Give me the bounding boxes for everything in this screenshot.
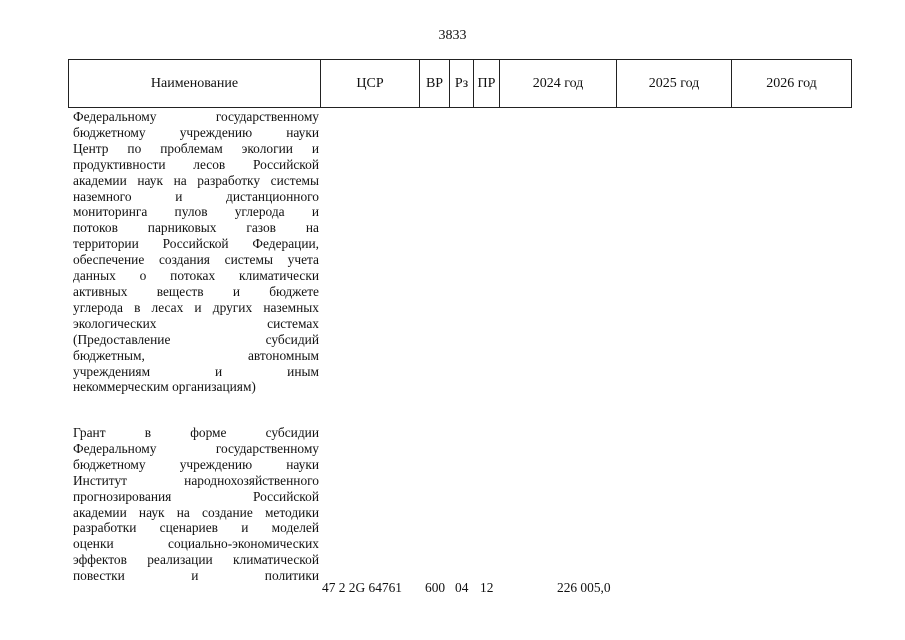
row-2-line: повестки и политики	[73, 568, 319, 584]
header-vr: ВР	[420, 60, 450, 108]
row-1-line: бюджетным, автономным	[73, 347, 319, 363]
row-2-line: бюджетному учреждению науки	[73, 456, 319, 472]
header-pr: ПР	[474, 60, 500, 108]
row-1-line: углерода в лесах и других наземных	[73, 299, 319, 315]
table-header	[68, 59, 852, 108]
header-rz: Рз	[450, 60, 474, 108]
row-1-line: территории Российской Федерации,	[73, 236, 319, 252]
row-2-line: эффектов реализации климатической	[73, 552, 319, 568]
row-1-line: активных веществ и бюджете	[73, 283, 319, 299]
header-name: Наименование	[69, 60, 321, 108]
header-2025: 2025 год	[617, 60, 732, 108]
row-1-line: мониторинга пулов углерода и	[73, 204, 319, 220]
row-1-line: потоков парниковых газов на	[73, 220, 319, 236]
row-1-line: Центр по проблемам экологии и	[73, 140, 319, 156]
row-1-line: продуктивности лесов Российской	[73, 156, 319, 172]
row-2-line: Федеральному государственному	[73, 440, 319, 456]
row-2-line: прогнозирования Российской	[73, 488, 319, 504]
row-2-pr: 12	[480, 580, 494, 595]
row-1-line: обеспечение создания системы учета	[73, 252, 319, 268]
row-1-line: (Предоставление субсидий	[73, 331, 319, 347]
row-2-rz: 04	[455, 580, 469, 595]
header-2026: 2026 год	[732, 60, 852, 108]
row-2-csr: 47 2 2G 64761	[322, 580, 402, 595]
row-2-line: Институт народнохозяйственного	[73, 472, 319, 488]
row-2-2024: 226 005,0	[557, 580, 611, 595]
header-csr: ЦСР	[321, 60, 420, 108]
row-1-line: учреждениям и иным	[73, 363, 319, 379]
row-1-name	[73, 109, 319, 395]
row-2-vr: 600	[425, 580, 446, 595]
page-number: 3833	[438, 28, 467, 43]
row-2-name	[73, 425, 319, 584]
header-2024: 2024 год	[500, 60, 617, 108]
row-1-line: Федеральному государственному	[73, 109, 319, 124]
row-2-line: Грант в форме субсидии	[73, 425, 319, 440]
row-1-line: некоммерческим организациям)	[73, 379, 256, 395]
row-1-line: данных о потоках климатически	[73, 268, 319, 284]
row-1-line: бюджетному учреждению науки	[73, 124, 319, 140]
row-1-line: экологических системах	[73, 315, 319, 331]
row-2-line: оценки социально-экономических	[73, 536, 319, 552]
row-2-line: академии наук на создание методики	[73, 504, 319, 520]
row-1-line: академии наук на разработку системы	[73, 172, 319, 188]
row-2-line: разработки сценариев и моделей	[73, 520, 319, 536]
row-1-line: наземного и дистанционного	[73, 188, 319, 204]
